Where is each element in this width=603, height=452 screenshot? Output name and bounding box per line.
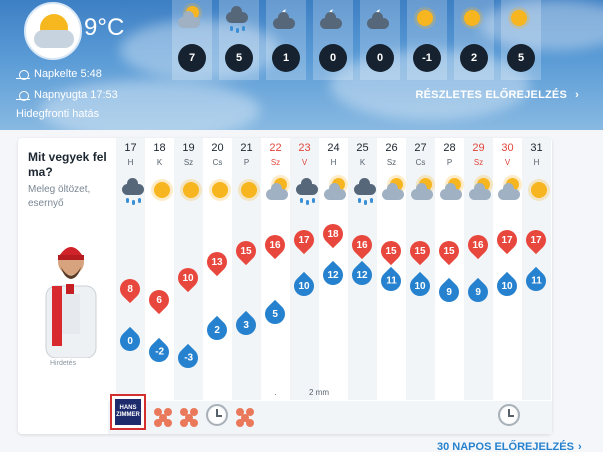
front-status: Hidegfronti hatás	[16, 108, 100, 120]
clock-icon	[206, 404, 228, 426]
day-column[interactable]	[290, 138, 319, 400]
min-temperature-marker: 5	[261, 300, 289, 328]
max-temperature-marker: 17	[290, 225, 318, 253]
hour-tile[interactable]	[360, 0, 400, 80]
sun-icon	[178, 176, 200, 212]
day-date: 30	[501, 142, 514, 154]
bottom-strip	[108, 401, 552, 434]
day-weekday: H	[127, 158, 134, 167]
day-columns	[116, 138, 552, 397]
min-temperature-marker: -3	[174, 344, 202, 372]
day-column[interactable]	[435, 138, 464, 400]
min-temperature-marker: 11	[377, 267, 405, 295]
day-column[interactable]	[145, 138, 174, 400]
day-date: 20	[211, 142, 224, 154]
day-weekday: Cs	[415, 158, 426, 167]
precipitation-label: .	[274, 388, 277, 397]
day-column[interactable]	[464, 138, 493, 400]
day-date: 19	[182, 142, 195, 154]
sponsor-logo[interactable]	[110, 394, 146, 430]
chevron-right-icon: ›	[575, 89, 579, 101]
daily-forecast-card	[18, 138, 552, 434]
day-weekday: Sz	[270, 158, 281, 167]
day-date: 31	[530, 142, 543, 154]
sun-cloud-icon	[323, 176, 345, 212]
max-temperature-marker: 10	[174, 264, 202, 292]
day-date: 17	[124, 142, 137, 154]
thirty-day-forecast-label: 30 NAPOS ELŐREJELZÉS	[437, 441, 574, 452]
rain-cloud-icon	[294, 176, 316, 212]
sunset-text: Napnyugta 17:53	[34, 89, 118, 101]
day-weekday: H	[330, 158, 337, 167]
min-temperature-marker: 10	[290, 272, 318, 300]
day-weekday: V	[504, 158, 511, 167]
day-date: 18	[153, 142, 166, 154]
hour-temperature: 0	[366, 44, 394, 72]
sun-cloud-icon	[24, 2, 82, 60]
day-column[interactable]	[203, 138, 232, 400]
day-date: 25	[356, 142, 369, 154]
day-column[interactable]	[261, 138, 290, 400]
day-column[interactable]	[174, 138, 203, 400]
sky-cloud	[40, 80, 260, 130]
day-weekday: Sz	[386, 158, 397, 167]
moon-cloud-icon	[271, 4, 301, 32]
hour-tile[interactable]	[266, 0, 306, 80]
hour-tile[interactable]	[407, 0, 447, 80]
day-column[interactable]	[348, 138, 377, 400]
hour-temperature: 0	[319, 44, 347, 72]
min-temperature-marker: -2	[145, 338, 173, 366]
min-temperature-marker: 12	[348, 261, 376, 289]
sun-icon	[459, 4, 489, 32]
sunset-icon	[16, 89, 30, 101]
sunrise-row	[16, 68, 102, 80]
day-date: 22	[269, 142, 282, 154]
day-weekday: P	[446, 158, 453, 167]
day-column[interactable]	[116, 138, 145, 400]
sun-icon	[526, 176, 548, 212]
max-temperature-marker: 17	[522, 225, 550, 253]
day-weekday: V	[301, 158, 308, 167]
hour-temperature: 5	[507, 44, 535, 72]
moon-cloud-icon	[365, 4, 395, 32]
hour-tile[interactable]	[313, 0, 353, 80]
pollen-flower-icon	[178, 406, 200, 428]
hour-temperature: 7	[178, 44, 206, 72]
hour-temperature: 5	[225, 44, 253, 72]
sun-icon	[506, 4, 536, 32]
sun-icon	[236, 176, 258, 212]
hour-temperature: 1	[272, 44, 300, 72]
min-temperature-marker: 12	[319, 261, 347, 289]
day-column[interactable]	[493, 138, 522, 400]
max-temperature-marker: 15	[377, 236, 405, 264]
day-weekday: Sz	[183, 158, 194, 167]
thirty-day-forecast-link[interactable]	[437, 441, 582, 452]
hourly-forecast	[172, 0, 541, 80]
advice-text: Meleg öltözet, esernyő	[28, 184, 91, 209]
current-temperature: 9°C	[84, 14, 125, 41]
hour-temperature: 2	[460, 44, 488, 72]
day-column[interactable]	[522, 138, 551, 400]
day-date: 26	[385, 142, 398, 154]
day-date: 24	[327, 142, 340, 154]
sun-icon	[149, 176, 171, 212]
day-date: 23	[298, 142, 311, 154]
sunset-row	[16, 89, 118, 101]
min-temperature-marker: 11	[522, 267, 550, 295]
day-date: 27	[414, 142, 427, 154]
day-date: 21	[240, 142, 253, 154]
min-temperature-marker: 10	[406, 272, 434, 300]
moon-cloud-icon	[318, 4, 348, 32]
max-temperature-marker: 8	[116, 275, 144, 303]
min-temperature-marker: 0	[116, 327, 144, 355]
pollen-flower-icon	[152, 406, 174, 428]
max-temperature-marker: 15	[435, 236, 463, 264]
day-date: 29	[472, 142, 485, 154]
rain-cloud-icon	[352, 176, 374, 212]
min-temperature-marker: 2	[203, 316, 231, 344]
hour-tile[interactable]	[219, 0, 259, 80]
day-date: 28	[443, 142, 456, 154]
max-temperature-marker: 18	[319, 220, 347, 248]
details-link[interactable]	[415, 89, 579, 101]
rain-cloud-icon	[120, 176, 142, 212]
sunrise-text: Napkelte 5:48	[34, 68, 102, 80]
sun-icon	[412, 4, 442, 32]
advice-title: Mit vegyek fel ma?	[28, 150, 107, 179]
min-temperature-marker: 9	[464, 278, 492, 306]
max-temperature-marker: 16	[348, 231, 376, 259]
sun-cloud-icon	[468, 176, 490, 212]
max-temperature-marker: 6	[145, 286, 173, 314]
clothing-model-image[interactable]	[38, 234, 104, 358]
max-temperature-marker: 15	[406, 236, 434, 264]
hour-temperature: -1	[413, 44, 441, 72]
day-column[interactable]	[232, 138, 261, 400]
sun-cloud-icon	[177, 4, 207, 32]
sun-cloud-icon	[439, 176, 461, 212]
max-temperature-marker: 13	[203, 247, 231, 275]
sponsor-logo-text: HANS ZIMMER	[115, 399, 141, 425]
day-weekday: K	[359, 158, 366, 167]
sun-cloud-icon	[381, 176, 403, 212]
hour-tile[interactable]	[454, 0, 494, 80]
sunrise-icon	[16, 68, 30, 80]
sun-cloud-icon	[497, 176, 519, 212]
clock-icon	[498, 404, 520, 426]
pollen-flower-icon	[234, 406, 256, 428]
rain-cloud-icon	[224, 4, 254, 32]
sun-cloud-icon	[410, 176, 432, 212]
hour-tile[interactable]	[172, 0, 212, 80]
min-temperature-marker: 10	[493, 272, 521, 300]
day-weekday: Cs	[212, 158, 223, 167]
details-link-label: RÉSZLETES ELŐREJELZÉS	[415, 89, 567, 101]
day-weekday: H	[533, 158, 540, 167]
sun-cloud-icon	[265, 176, 287, 212]
day-column[interactable]	[377, 138, 406, 400]
weather-header	[0, 0, 603, 130]
min-temperature-marker: 9	[435, 278, 463, 306]
sun-icon	[207, 176, 229, 212]
day-weekday: Sz	[473, 158, 484, 167]
min-temperature-marker: 3	[232, 311, 260, 339]
day-column[interactable]	[406, 138, 435, 400]
max-temperature-marker: 15	[232, 236, 260, 264]
hour-tile[interactable]	[501, 0, 541, 80]
max-temperature-marker: 17	[493, 225, 521, 253]
day-weekday: P	[243, 158, 250, 167]
max-temperature-marker: 16	[261, 231, 289, 259]
precipitation-label: 2 mm	[309, 388, 329, 397]
day-weekday: K	[156, 158, 163, 167]
day-column[interactable]	[319, 138, 348, 400]
max-temperature-marker: 16	[464, 231, 492, 259]
chevron-right-icon: ›	[577, 441, 582, 452]
ad-label: Hirdetés	[50, 360, 77, 367]
